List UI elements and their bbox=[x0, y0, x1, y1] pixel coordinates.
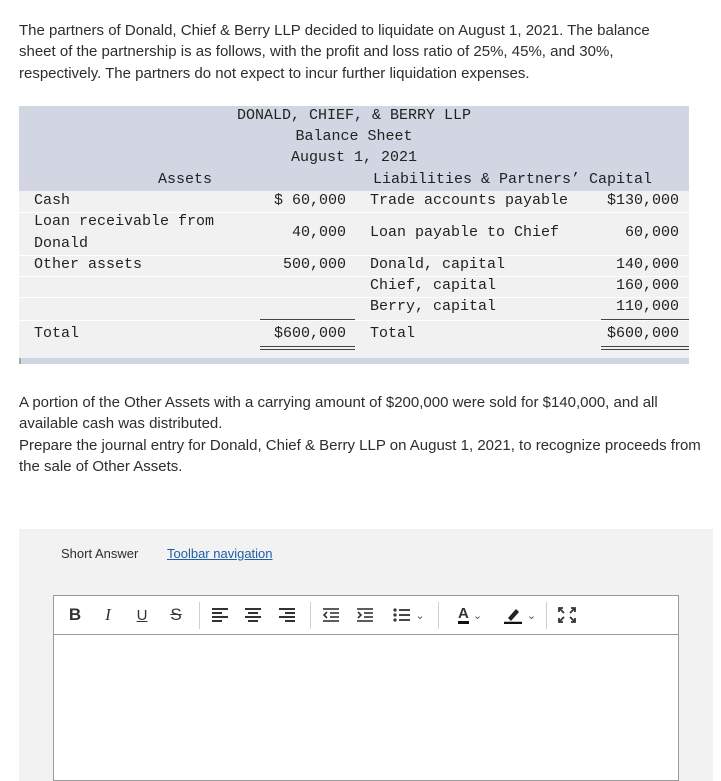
double-rule bbox=[601, 349, 689, 350]
liability-label: Trade accounts payable bbox=[370, 192, 569, 209]
liability-label: Loan payable to Chief bbox=[370, 224, 560, 241]
bulleted-list-icon bbox=[393, 608, 411, 622]
chevron-down-icon: ⌄ bbox=[526, 609, 537, 622]
subtotal-rule bbox=[260, 319, 355, 320]
liability-value: 60,000 bbox=[624, 224, 679, 241]
balance-sheet-table bbox=[19, 106, 689, 364]
liability-label: Berry, capital bbox=[370, 298, 497, 315]
asset-label: Other assets bbox=[34, 256, 143, 273]
indent-button[interactable] bbox=[355, 604, 375, 626]
sheet-title: Balance Sheet bbox=[295, 128, 413, 145]
liabilities-header: Liabilities & Partners’ Capital bbox=[373, 171, 653, 188]
total-assets-value: $600,000 bbox=[273, 325, 346, 342]
font-color-icon: A bbox=[457, 605, 469, 622]
align-right-icon bbox=[278, 608, 296, 622]
list-dropdown-button[interactable] bbox=[389, 604, 429, 626]
font-color-button[interactable] bbox=[449, 604, 491, 626]
question-text bbox=[19, 392, 704, 477]
asset-value: 40,000 bbox=[291, 224, 346, 241]
answer-text-area[interactable] bbox=[54, 635, 678, 780]
align-left-icon bbox=[211, 608, 229, 622]
asset-value: 500,000 bbox=[282, 256, 346, 273]
short-answer-label: Short Answer bbox=[61, 546, 139, 561]
highlighter-icon bbox=[503, 606, 523, 624]
liability-label: Donald, capital bbox=[370, 256, 506, 273]
asset-label-cont: Donald bbox=[34, 235, 89, 252]
rich-text-editor bbox=[53, 595, 679, 781]
total-liabilities-label: Total bbox=[370, 325, 416, 342]
sheet-date: August 1, 2021 bbox=[290, 149, 418, 166]
chevron-down-icon: ⌄ bbox=[472, 609, 483, 622]
intro-paragraph: The partners of Donald, Chief & Berry LLP decided to liquidate on August 1, 2021. The balance sheet of the partnership is as follows, with the profit and loss ratio of 25%, 45%, and 30%, respectively. The partners do not expect to incur further liquidation expenses. bbox=[19, 22, 650, 82]
short-answer-panel bbox=[19, 529, 713, 781]
liability-value: 160,000 bbox=[615, 277, 679, 294]
liability-value: 110,000 bbox=[615, 298, 679, 315]
indent-icon bbox=[356, 608, 374, 622]
chevron-down-icon: ⌄ bbox=[415, 609, 425, 622]
align-left-button[interactable] bbox=[210, 604, 230, 626]
underline-button[interactable]: U bbox=[136, 606, 148, 624]
asset-value: $ 60,000 bbox=[273, 192, 346, 209]
italic-button[interactable]: I bbox=[105, 605, 111, 624]
editor-toolbar bbox=[54, 596, 678, 635]
total-liabilities-value: $600,000 bbox=[606, 325, 679, 342]
liability-value: 140,000 bbox=[615, 256, 679, 273]
double-rule bbox=[260, 346, 355, 347]
asset-label: Loan receivable from bbox=[34, 213, 215, 230]
align-right-button[interactable] bbox=[277, 604, 297, 626]
double-rule bbox=[260, 349, 355, 350]
liability-label: Chief, capital bbox=[370, 277, 497, 294]
strikethrough-button[interactable]: S bbox=[170, 605, 182, 624]
question-line-2: Prepare the journal entry for Donald, Chief & Berry LLP on August 1, 2021, to recognize proceeds from the sale of Other Assets. bbox=[19, 436, 701, 475]
balance-sheet-footer bbox=[19, 358, 689, 364]
fullscreen-button[interactable] bbox=[557, 604, 577, 626]
outdent-button[interactable] bbox=[321, 604, 341, 626]
assets-header: Assets bbox=[158, 171, 213, 188]
bold-button[interactable]: B bbox=[68, 605, 82, 624]
toolbar-navigation-link[interactable]: Toolbar navigation bbox=[167, 546, 273, 561]
double-rule bbox=[601, 346, 689, 347]
align-center-icon bbox=[244, 608, 262, 622]
outdent-icon bbox=[322, 608, 340, 622]
company-name: DONALD, CHIEF, & BERRY LLP bbox=[236, 107, 472, 124]
expand-icon bbox=[558, 607, 576, 623]
highlight-color-button[interactable] bbox=[497, 604, 542, 626]
subtotal-rule bbox=[601, 319, 689, 320]
asset-label: Cash bbox=[34, 192, 71, 209]
total-assets-label: Total bbox=[34, 325, 80, 342]
question-line-1: A portion of the Other Assets with a carrying amount of $200,000 were sold for $140,000, and all available cash was distributed. bbox=[19, 394, 658, 433]
align-center-button[interactable] bbox=[243, 604, 263, 626]
liability-value: $130,000 bbox=[606, 192, 679, 209]
